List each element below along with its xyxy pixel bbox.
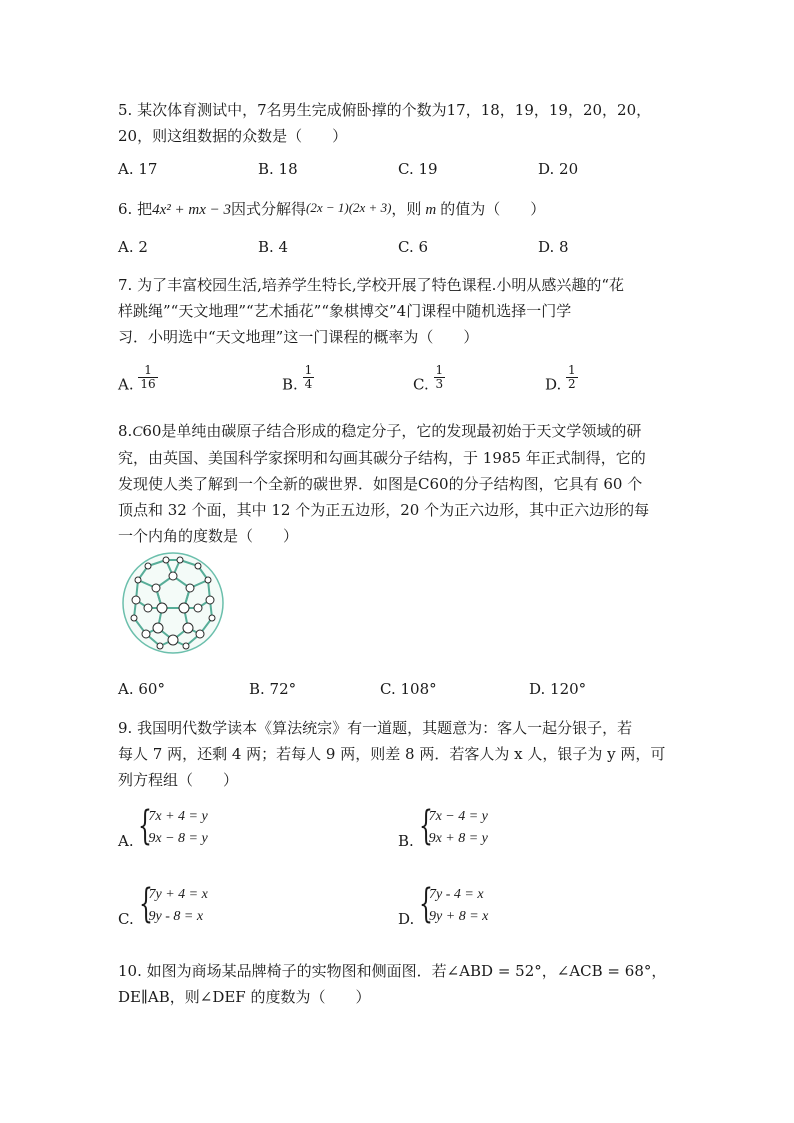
- option-8-d[interactable]: D. 120°: [529, 680, 587, 698]
- question-10: [118, 958, 688, 1010]
- q6-suffix-a: ，则: [391, 200, 422, 218]
- question-8-line-1: 8.C60是单纯由碳原子结合形成的稳定分子，它的发现最初始于天文学领域的研: [118, 422, 642, 440]
- q6-expression: 4x² + mx − 3: [152, 202, 231, 218]
- question-5: [118, 97, 678, 149]
- option-6-a[interactable]: A. 2: [118, 238, 148, 256]
- option-8-b[interactable]: B. 72°: [249, 680, 297, 698]
- question-9-line-1: 9. 我国明代数学读本《算法统宗》有一道题，其题意为：客人一起分银子，若: [118, 719, 633, 737]
- question-9-line-2: 每人 7 两，还剩 4 两；若每人 9 两，则差 8 两．若客人为 x 人，银子为 y 两，可: [118, 745, 666, 763]
- option-9-d[interactable]: D. { 7y - 4 = x 9y + 8 = x: [398, 881, 489, 928]
- q6-mid: 因式分解得: [230, 200, 306, 218]
- question-5-line-1: 5. 某次体育测试中，7名男生完成俯卧撑的个数为17，18，19，19，20，20，: [118, 101, 652, 119]
- option-9-a[interactable]: A. { 7x + 4 = y 9x − 8 = y: [118, 803, 208, 850]
- question-8-line-5: 一个内角的度数是（ ）: [118, 527, 299, 545]
- question-7-line-1: 7. 为了丰富校园生活,培养学生特长,学校开展了特色课程.小明从感兴趣的“花: [118, 276, 625, 294]
- q6-factored: (2x − 1)(2x + 3): [306, 200, 392, 215]
- option-7-b[interactable]: B. $\frac{1}{4}$: [282, 363, 313, 394]
- option-5-a[interactable]: A. 17: [118, 160, 158, 178]
- question-10-line-1: 10. 如图为商场某品牌椅子的实物图和侧面图．若∠ABD = 52°，∠ACB = 68°，: [118, 962, 667, 980]
- question-7: [118, 272, 678, 350]
- q6-suffix-b: 的值为（ ）: [440, 200, 546, 218]
- question-8-line-4: 顶点和 32 个面，其中 12 个为正五边形，20 个为正六边形，其中正六边形的每: [118, 501, 650, 519]
- question-8-line-3: 发现使人类了解到一个全新的碳世界．如图是C60的分子结构图，它具有 60 个: [118, 475, 643, 493]
- option-5-c[interactable]: C. 19: [398, 160, 438, 178]
- option-5-d[interactable]: D. 20: [538, 160, 579, 178]
- question-5-line-2: 20，则这组数据的众数是（ ）: [118, 127, 348, 145]
- option-8-a[interactable]: A. 60°: [118, 680, 165, 698]
- option-5-b[interactable]: B. 18: [258, 160, 298, 178]
- question-8-line-2: 究，由英国、美国科学家探明和勾画其碳分子结构，于 1985 年正式制得，它的: [118, 449, 646, 467]
- question-9: [118, 715, 678, 793]
- option-6-d[interactable]: D. 8: [538, 238, 569, 256]
- option-7-d[interactable]: D. $\frac{1}{2}$: [545, 363, 576, 394]
- question-8: [118, 418, 678, 549]
- option-7-a[interactable]: A. $\frac{1}{16}$: [118, 363, 156, 394]
- option-6-c[interactable]: C. 6: [398, 238, 429, 256]
- q6-prefix: 6. 把: [118, 200, 153, 218]
- option-9-b[interactable]: B. { 7x − 4 = y 9x + 8 = y: [398, 803, 488, 850]
- question-7-line-2: 样跳绳”“天文地理”“艺术插花”“象棋博交”4门课程中随机选择一门学: [118, 302, 572, 320]
- option-7-c[interactable]: C. $\frac{1}{3}$: [413, 363, 444, 394]
- q6-variable: m: [425, 202, 437, 218]
- question-9-line-3: 列方程组（ ）: [118, 771, 239, 789]
- question-6: [118, 198, 545, 220]
- c60-molecule-figure: [118, 548, 228, 658]
- option-6-b[interactable]: B. 4: [258, 238, 289, 256]
- question-7-line-3: 习．小明选中“天文地理”这一门课程的概率为（ ）: [118, 328, 479, 346]
- question-10-line-2: DE∥AB，则∠DEF 的度数为（ ）: [118, 988, 371, 1006]
- option-9-c[interactable]: C. { 7y + 4 = x 9y - 8 = x: [118, 881, 208, 928]
- option-8-c[interactable]: C. 108°: [380, 680, 437, 698]
